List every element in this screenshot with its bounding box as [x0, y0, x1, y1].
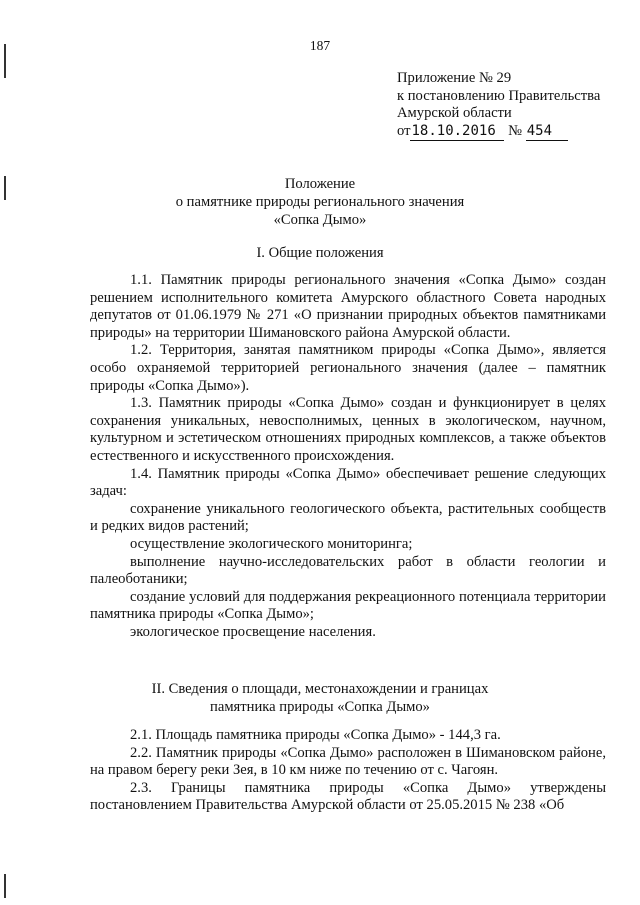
number-value: 454: [526, 123, 568, 142]
task-item: экологическое просвещение населения.: [130, 623, 376, 640]
section-1-body: [90, 272, 606, 641]
paragraph-1-1: 1.1. Памятник природы регионального значения «Сопка Дымо» создан решением исполнительного комитета Амурского областного Совета народных депутатов от 01.06.1979 № 271 «О признании природных объектов памятниками природы» на территории Шимановского района Амурской области.: [90, 272, 606, 341]
document-title: [0, 175, 640, 229]
section-2-heading-line-1: II. Сведения о площади, местонахождении и границах: [151, 681, 489, 697]
section-1-heading: I. Общие положения: [256, 245, 384, 261]
section-2-heading-line-2: памятника природы «Сопка Дымо»: [210, 699, 430, 715]
margin-mark-bottom: [4, 874, 6, 898]
appendix-line-3: Амурской области: [397, 105, 512, 121]
task-item: осуществление экологического мониторинга;: [130, 535, 413, 552]
title-line-1: Положение: [284, 176, 356, 192]
appendix-line-2: к постановлению Правительства: [397, 87, 601, 104]
paragraph-1-2: 1.2. Территория, занятая памятником природы «Сопка Дымо», является особо охраняемой территорией регионального значения (далее – памятник природы «Сопка Дымо»).: [90, 342, 606, 394]
appendix-block: [397, 70, 600, 141]
paragraph-1-4: 1.4. Памятник природы «Сопка Дымо» обеспечивает решение следующих задач:: [90, 465, 606, 500]
appendix-date-line: [397, 123, 600, 142]
date-prefix: от: [397, 122, 411, 139]
paragraph-2-3: 2.3. Границы памятника природы «Сопка Дымо» утверждены постановлением Правительства Амурской области от 25.05.2015 № 238 «Об: [90, 779, 606, 814]
task-item: сохранение уникального геологического объекта, растительных сообществ и редких видов растений;: [90, 500, 606, 535]
title-line-3: «Сопка Дымо»: [273, 212, 367, 228]
section-2-heading: [0, 680, 640, 716]
paragraph-2-2: 2.2. Памятник природы «Сопка Дымо» расположен в Шимановском районе, на правом берегу реки Зея, в 10 км ниже по течению от с. Чагоян.: [90, 744, 606, 779]
paragraph-2-1: 2.1. Площадь памятника природы «Сопка Дымо» - 144,3 га.: [130, 727, 501, 743]
number-prefix: №: [508, 122, 523, 139]
appendix-line-1: Приложение № 29: [397, 70, 512, 86]
paragraph-1-3: 1.3. Памятник природы «Сопка Дымо» создан и функционирует в целях сохранения уникальных, невосполнимых, ценных в экологическом, научном, культурном и эстетическом отношениях природных комплексов, а также объектов естественного и искусственного происхождения.: [90, 395, 606, 464]
section-2-body: [90, 727, 606, 815]
page-number: 187: [309, 38, 331, 53]
title-line-2: о памятнике природы регионального значения: [175, 194, 465, 210]
task-item: создание условий для поддержания рекреационного потенциала территории памятника природы «Сопка Дымо»;: [90, 588, 606, 623]
task-item: выполнение научно-исследовательских работ в области геологии и палеоботаники;: [90, 553, 606, 588]
date-value: 18.10.2016: [410, 123, 504, 142]
